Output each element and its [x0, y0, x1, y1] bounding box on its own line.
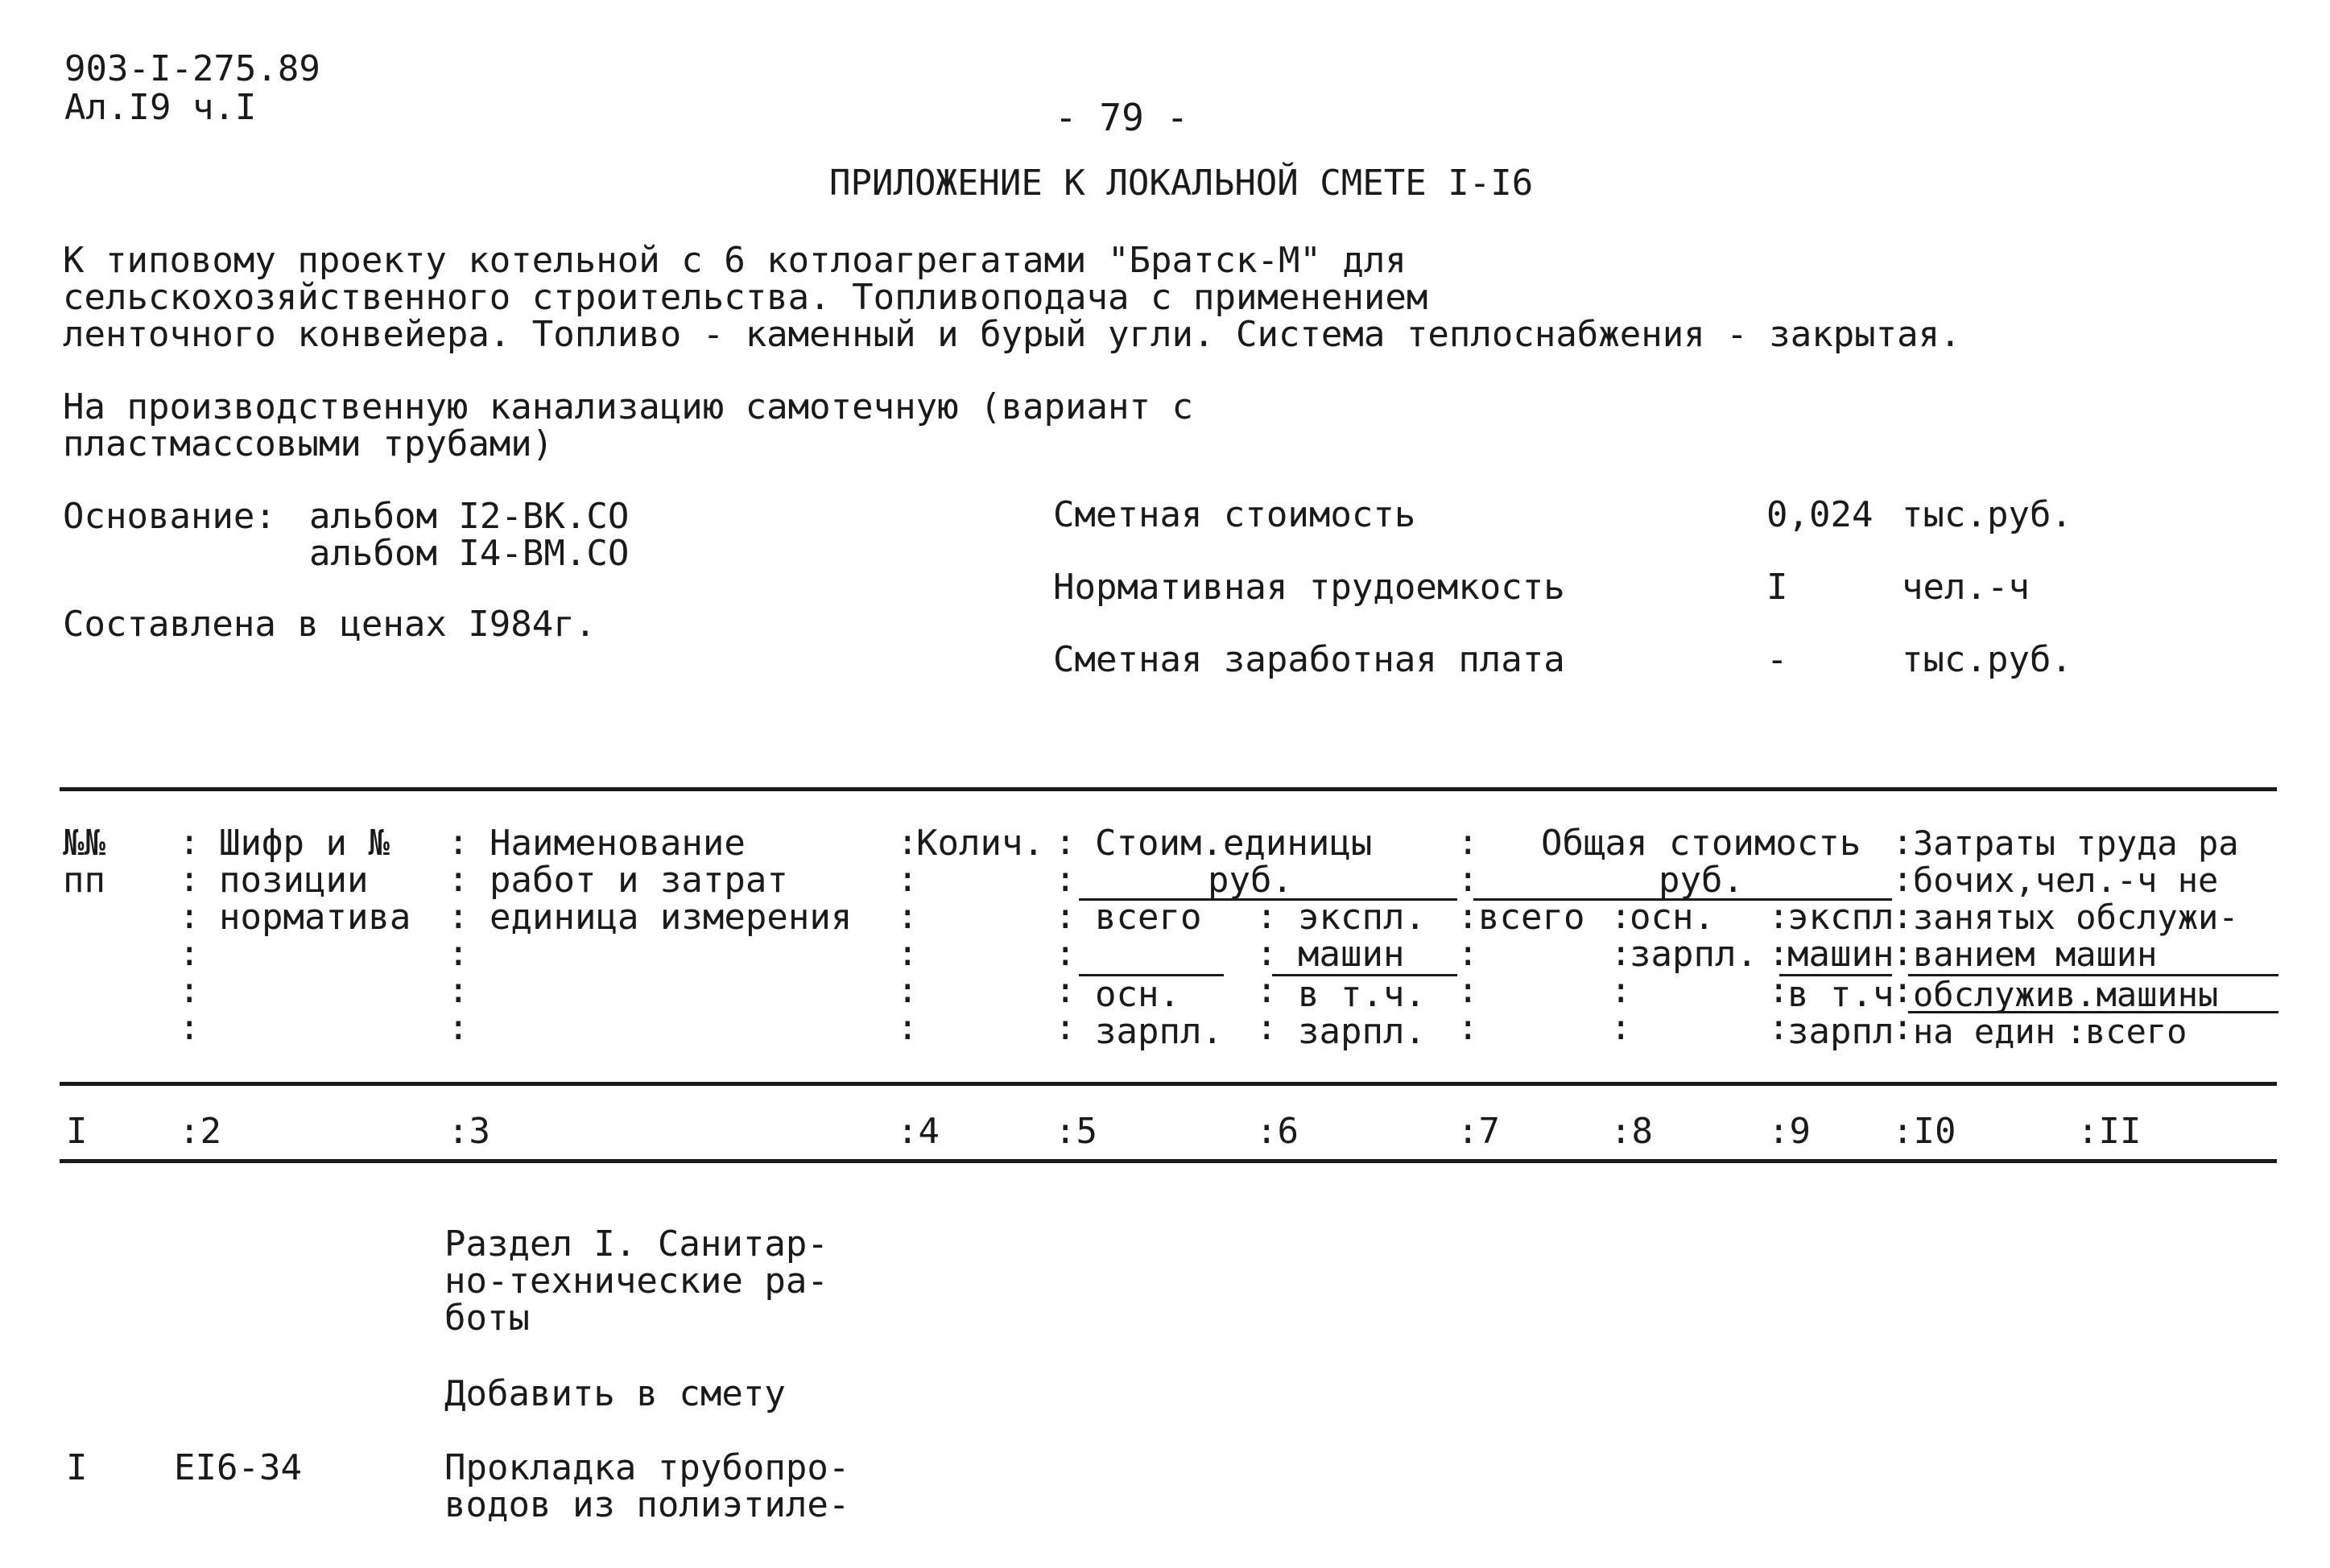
summary-unit-wage: тыс.руб.: [1902, 639, 2072, 680]
row-num: I: [66, 1447, 88, 1488]
summary-label-labor: Нормативная трудоемкость: [1053, 567, 1565, 608]
row-code: ЕI6-34: [174, 1447, 302, 1488]
colnum-5: :5: [1055, 1111, 1097, 1152]
table-header-bottom-rule: [60, 1082, 2277, 1086]
sep-7: : : : :: [1610, 896, 1632, 1048]
summary-value-wage: -: [1766, 639, 1788, 680]
hdr-c5a-l1: всего: [1095, 897, 1202, 938]
section-title-3: боты: [444, 1298, 530, 1339]
page-title: ПРИЛОЖЕНИЕ К ЛОКАЛЬНОЙ СМЕТЕ I-I6: [829, 163, 1534, 204]
colnum-9: :9: [1768, 1111, 1811, 1152]
hdr-c7-l6: на един: [1913, 1012, 2056, 1051]
hdr-c2-l3: норматива: [219, 897, 411, 938]
hdr-c5b-l2: машин: [1298, 934, 1405, 975]
sep-3: : : : : : :: [897, 822, 919, 1048]
hdr-c6c-l3: в т.ч: [1787, 974, 1894, 1015]
basis-album-1: альбом I2-ВК.СО: [309, 496, 630, 537]
doc-code-line1: 903-I-275.89: [64, 48, 320, 89]
intro-line-1: К типовому проекту котельной с 6 котлоагрегатами "Братск-М" для: [63, 240, 1407, 281]
hdr-c6c-l1: экспл: [1787, 897, 1894, 938]
sep-4: : : : : : :: [1055, 822, 1076, 1048]
hdr-c5b-l1: экспл.: [1298, 897, 1426, 938]
colnum-3: :3: [448, 1111, 490, 1152]
intro-line-3: ленточного конвейера. Топливо - каменный и бурый угли. Система теплоснабжения - закрытая.: [63, 314, 1961, 355]
hdr-c5a-l4: зарпл.: [1095, 1011, 1223, 1052]
intro-line-2: сельскохозяйственного строительства. Топливоподача с применением: [63, 277, 1428, 318]
hdr-c6a-l1: всего: [1478, 897, 1585, 938]
basis-label: Основание:: [63, 496, 276, 537]
row-name-2: водов из полиэтиле-: [444, 1484, 850, 1525]
add-to-estimate-note: Добавить в смету: [444, 1373, 786, 1414]
hdr-c5-top-l2: руб.: [1208, 860, 1293, 901]
summary-unit-labor: чел.-ч: [1902, 567, 2030, 608]
hdr-c7-l1: Затраты труда ра: [1913, 823, 2239, 863]
hdr-c5b-l4: зарпл.: [1298, 1011, 1426, 1052]
hdr-c6b-l2: зарпл.: [1630, 934, 1758, 975]
hdr-c3-l2: работ и затрат: [490, 860, 788, 901]
table-top-rule: [60, 787, 2277, 791]
colnum-2: :2: [179, 1111, 221, 1152]
compiled-note: Составлена в ценах I984г.: [63, 604, 597, 645]
colnum-1: I: [66, 1111, 88, 1152]
summary-label-wage: Сметная заработная плата: [1053, 639, 1565, 680]
hdr-c6-top-l2: руб.: [1659, 860, 1744, 901]
page-number: - 79 -: [1055, 96, 1189, 139]
subject-line-1: На производственную канализацию самотечную (вариант с: [63, 386, 1193, 427]
hdr-c7-l2: бочих,чел.-ч не: [1913, 860, 2219, 900]
hdr-c7-l5: обслужив.машины: [1913, 975, 2219, 1014]
hdr-c2-l2: позиции: [219, 860, 369, 901]
row-name-1: Прокладка трубопро-: [444, 1447, 850, 1488]
sep-6: : : : : : :: [1457, 822, 1479, 1048]
hdr-c1-l1: №№: [63, 823, 105, 864]
sep-5: : : : :: [1256, 896, 1278, 1048]
hdr-c7-sep: :: [2066, 1012, 2087, 1051]
colnum-10: :I0: [1892, 1111, 1956, 1152]
hdr-c5b-l3: в т.ч.: [1298, 974, 1426, 1015]
hdr-c5a-l3: осн.: [1095, 974, 1180, 1015]
colnum-8: :8: [1610, 1111, 1653, 1152]
summary-value-labor: I: [1766, 567, 1788, 608]
sep-1: : : : : : :: [179, 822, 200, 1048]
subject-line-2: пластмассовыми трубами): [63, 423, 554, 464]
hdr-c6c-l2: машин: [1787, 934, 1894, 975]
hdr-c2-l1: Шифр и №: [219, 823, 390, 864]
hdr-c6b-l1: осн.: [1630, 897, 1715, 938]
doc-code-line2: Ал.I9 ч.I: [64, 87, 257, 128]
basis-album-2: альбом I4-ВМ.СО: [309, 533, 630, 574]
hdr-c3-l1: Наименование: [490, 823, 746, 864]
colnum-7: :7: [1457, 1111, 1500, 1152]
hdr-c1-l2: пп: [63, 860, 105, 901]
hdr-c6c-l4: зарпл: [1787, 1011, 1894, 1052]
hdr-c4-l1: Колич.: [916, 823, 1044, 864]
section-title-2: но-технические ра-: [444, 1261, 828, 1302]
hdr-c7-l7: всего: [2085, 1012, 2187, 1051]
section-title-1: Раздел I. Санитар-: [444, 1223, 828, 1265]
column-numbers-rule: [60, 1159, 2277, 1163]
colnum-4: :4: [897, 1111, 940, 1152]
hdr-c5-top-l1: Стоим.единицы: [1095, 823, 1373, 864]
sep-8: : : : :: [1768, 896, 1790, 1048]
hdr-c7-l3: занятых обслужи-: [1913, 897, 2239, 937]
sep-2: : : : : : :: [448, 822, 469, 1048]
summary-label-cost: Сметная стоимость: [1053, 494, 1416, 535]
summary-value-cost: 0,024: [1766, 494, 1874, 535]
summary-unit-cost: тыс.руб.: [1902, 494, 2072, 535]
colnum-6: :6: [1256, 1111, 1299, 1152]
hdr-c3-l3: единица измерения: [490, 897, 853, 938]
hdr-c7-l4: ванием машин: [1913, 935, 2158, 974]
hdr-c6-top-l1: Общая стоимость: [1541, 823, 1861, 864]
sep-9: : : : : : :: [1892, 822, 1914, 1048]
colnum-11: :II: [2077, 1111, 2142, 1152]
